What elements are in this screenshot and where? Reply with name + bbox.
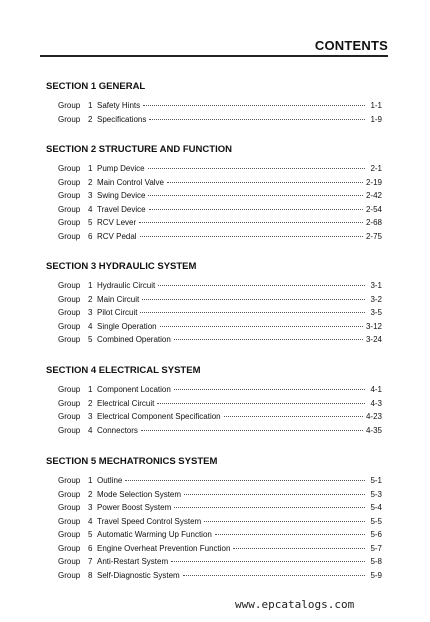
- group-number: 2: [88, 398, 93, 408]
- entry-name: Mode Selection System: [97, 489, 182, 499]
- dot-leader: [149, 119, 365, 120]
- entry-name: Pump Device: [97, 164, 145, 173]
- dot-leader: [174, 507, 365, 508]
- entry-name: Specifications: [97, 114, 147, 124]
- page-number: 1-1: [370, 101, 382, 110]
- dot-leader: [184, 494, 365, 495]
- toc-entry[interactable]: [58, 293, 382, 307]
- toc-entry[interactable]: [58, 397, 382, 411]
- page-number: 5-3: [370, 489, 382, 499]
- entry-name: Engine Overheat Prevention Function: [97, 543, 231, 553]
- entry-name: Single Operation: [97, 321, 157, 331]
- dot-leader: [149, 209, 363, 210]
- page-number: 1-9: [370, 114, 382, 124]
- entry-name: Swing Device: [97, 191, 146, 200]
- dot-leader: [233, 548, 365, 549]
- group-number: 7: [88, 557, 93, 566]
- entry-name: Self-Diagnostic System: [97, 570, 180, 580]
- entry-name: Automatic Warming Up Function: [97, 530, 212, 539]
- toc-entry[interactable]: [58, 189, 382, 203]
- toc-entry[interactable]: [58, 99, 382, 113]
- dot-leader: [141, 430, 363, 431]
- page-number: 2-19: [365, 177, 382, 187]
- toc-entry[interactable]: [58, 555, 382, 569]
- group-number: 2: [88, 114, 93, 124]
- toc-entry[interactable]: [58, 488, 382, 502]
- group-number: 1: [88, 476, 93, 485]
- page-number: 4-1: [370, 385, 382, 394]
- group-label: Group: [58, 476, 81, 485]
- dot-leader: [167, 182, 363, 183]
- group-label: Group: [58, 557, 81, 566]
- group-number: 2: [88, 294, 93, 304]
- page-title: CONTENTS: [314, 38, 388, 53]
- group-label: Group: [58, 164, 81, 173]
- toc-entry[interactable]: [58, 333, 382, 347]
- toc-entry[interactable]: [58, 306, 382, 320]
- group-label: Group: [58, 516, 81, 526]
- page-number: 3-2: [370, 294, 382, 304]
- group-label: Group: [58, 308, 81, 317]
- group-label: Group: [58, 281, 81, 290]
- dot-leader: [139, 222, 363, 223]
- toc-entry[interactable]: [58, 216, 382, 230]
- entry-name: Hydraulic Circuit: [97, 281, 156, 290]
- toc-entry[interactable]: [58, 515, 382, 529]
- section-heading[interactable]: SECTION 3 HYDRAULIC SYSTEM: [46, 261, 197, 272]
- page-number: 2-42: [365, 191, 382, 200]
- page-number: 3-12: [365, 321, 382, 331]
- group-label: Group: [58, 425, 81, 435]
- group-label: Group: [58, 335, 81, 344]
- dot-leader: [140, 312, 365, 313]
- dot-leader: [125, 480, 365, 481]
- dot-leader: [142, 299, 365, 300]
- group-label: Group: [58, 489, 81, 499]
- toc-entry[interactable]: [58, 569, 382, 583]
- entry-name: Travel Device: [97, 204, 146, 214]
- entry-name: Combined Operation: [97, 335, 171, 344]
- dot-leader: [174, 389, 365, 390]
- group-number: 5: [88, 530, 93, 539]
- group-number: 1: [88, 164, 93, 173]
- page-number: 5-8: [370, 557, 382, 566]
- toc-entry[interactable]: [58, 162, 382, 176]
- dot-leader: [143, 105, 365, 106]
- group-number: 3: [88, 191, 93, 200]
- toc-entry[interactable]: [58, 410, 382, 424]
- page-number: 4-23: [365, 412, 382, 421]
- group-label: Group: [58, 398, 81, 408]
- entry-name: Main Control Valve: [97, 177, 164, 187]
- group-label: Group: [58, 218, 81, 227]
- entry-name: Connectors: [97, 425, 138, 435]
- dot-leader: [204, 521, 365, 522]
- title-divider: [40, 55, 388, 57]
- group-label: Group: [58, 503, 81, 512]
- page-number: 2-68: [365, 218, 382, 227]
- group-label: Group: [58, 321, 81, 331]
- page-number: 5-6: [370, 530, 382, 539]
- toc-entry[interactable]: [58, 320, 382, 334]
- group-label: Group: [58, 530, 81, 539]
- toc-section: [46, 364, 382, 437]
- dot-leader: [140, 236, 363, 237]
- toc-entry[interactable]: [58, 383, 382, 397]
- toc-entry[interactable]: [58, 113, 382, 127]
- dot-leader: [183, 575, 365, 576]
- group-label: Group: [58, 543, 81, 553]
- entry-name: Travel Speed Control System: [97, 516, 202, 526]
- group-label: Group: [58, 231, 81, 241]
- toc-entry[interactable]: [58, 501, 382, 515]
- group-number: 3: [88, 308, 93, 317]
- group-number: 5: [88, 335, 93, 344]
- page-number: 2-1: [370, 164, 382, 173]
- toc-entry[interactable]: [58, 474, 382, 488]
- group-label: Group: [58, 570, 81, 580]
- entry-name: RCV Pedal: [97, 231, 137, 241]
- group-label: Group: [58, 191, 81, 200]
- group-number: 1: [88, 385, 93, 394]
- group-number: 6: [88, 231, 93, 241]
- page-number: 2-75: [365, 231, 382, 241]
- group-number: 2: [88, 489, 93, 499]
- toc-entry[interactable]: [58, 176, 382, 190]
- entry-name: Component Location: [97, 385, 171, 394]
- page-number: 2-54: [365, 204, 382, 214]
- dot-leader: [158, 285, 365, 286]
- group-label: Group: [58, 177, 81, 187]
- section-heading[interactable]: SECTION 5 MECHATRONICS SYSTEM: [46, 456, 218, 467]
- group-number: 6: [88, 543, 93, 553]
- entry-name: Anti-Restart System: [97, 557, 169, 566]
- page-number: 3-5: [370, 308, 382, 317]
- page-number: 3-1: [370, 281, 382, 290]
- toc-section: [46, 455, 382, 582]
- group-label: Group: [58, 204, 81, 214]
- section-heading[interactable]: SECTION 2 STRUCTURE AND FUNCTION: [46, 144, 232, 155]
- group-label: Group: [58, 294, 81, 304]
- entry-name: Electrical Component Specification: [97, 412, 221, 421]
- page-number: 5-9: [370, 570, 382, 580]
- entry-name: Safety Hints: [97, 101, 141, 110]
- toc-entry[interactable]: [58, 279, 382, 293]
- entry-name: Power Boost System: [97, 503, 172, 512]
- toc-entry[interactable]: [58, 203, 382, 217]
- entry-name: Pilot Circuit: [97, 308, 138, 317]
- toc-entry[interactable]: [58, 542, 382, 556]
- group-number: 3: [88, 412, 93, 421]
- section-heading[interactable]: SECTION 1 GENERAL: [46, 81, 146, 92]
- dot-leader: [148, 195, 363, 196]
- toc-entry[interactable]: [58, 528, 382, 542]
- dot-leader: [215, 534, 365, 535]
- group-number: 3: [88, 503, 93, 512]
- dot-leader: [224, 416, 363, 417]
- page-number: 5-1: [370, 476, 382, 485]
- dot-leader: [160, 326, 363, 327]
- page-number: 5-4: [370, 503, 382, 512]
- group-number: 2: [88, 177, 93, 187]
- watermark-url[interactable]: www.epcatalogs.com: [235, 598, 355, 611]
- group-number: 4: [88, 516, 93, 526]
- page-number: 3-24: [365, 335, 382, 344]
- group-number: 4: [88, 425, 93, 435]
- toc-section: [46, 80, 382, 126]
- page-number: 4-3: [370, 398, 382, 408]
- toc-entry[interactable]: [58, 424, 382, 438]
- entry-name: Outline: [97, 476, 123, 485]
- page-number: 5-5: [370, 516, 382, 526]
- group-number: 4: [88, 204, 93, 214]
- group-label: Group: [58, 101, 81, 110]
- toc-entry[interactable]: [58, 230, 382, 244]
- page-number: 4-35: [365, 425, 382, 435]
- dot-leader: [148, 168, 365, 169]
- entry-name: Electrical Circuit: [97, 398, 155, 408]
- toc-section: [46, 143, 382, 243]
- entry-name: RCV Lever: [97, 218, 137, 227]
- entry-name: Main Circuit: [97, 294, 140, 304]
- group-label: Group: [58, 114, 81, 124]
- group-label: Group: [58, 385, 81, 394]
- toc-section: [46, 260, 382, 347]
- group-number: 5: [88, 218, 93, 227]
- group-number: 4: [88, 321, 93, 331]
- group-number: 1: [88, 281, 93, 290]
- dot-leader: [171, 561, 365, 562]
- page-number: 5-7: [370, 543, 382, 553]
- group-label: Group: [58, 412, 81, 421]
- section-heading[interactable]: SECTION 4 ELECTRICAL SYSTEM: [46, 365, 201, 376]
- group-number: 1: [88, 101, 93, 110]
- group-number: 8: [88, 570, 93, 580]
- dot-leader: [174, 339, 363, 340]
- dot-leader: [157, 403, 365, 404]
